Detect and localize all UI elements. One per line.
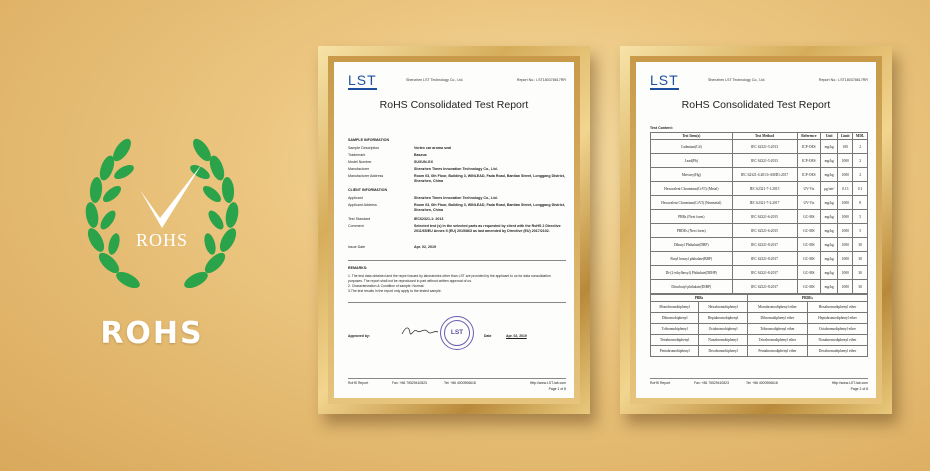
table-cell: mg/kg	[821, 224, 838, 238]
stamp-text: LST	[450, 329, 464, 336]
report-page-2	[636, 62, 876, 398]
footer-fax: Fax: +86 75529410823	[392, 381, 427, 385]
remark-item: 1. The test data obtained and the report issued by laboratories other than LST are provided by the applicant to us for data consolidation purposes. The report shall not be reproduced in part without written approval of us.	[348, 274, 551, 283]
table-cell: mg/kg	[821, 252, 838, 266]
test-results-table	[650, 132, 868, 294]
table-row	[651, 140, 868, 154]
table-cell: 0.13	[838, 182, 853, 196]
field-value: Apr. 02, 2019	[414, 245, 436, 249]
table-cell: mg/kg	[821, 196, 838, 210]
table-cell: Pentabromobiphenyl	[651, 346, 699, 357]
footer-tel: Tel: +86 4000906618	[444, 381, 476, 385]
table-row	[651, 324, 868, 335]
lst-logo: LST	[348, 72, 377, 88]
divider	[348, 260, 566, 261]
table-cell: 5	[853, 224, 868, 238]
table-cell: Decabromobiphenyl	[699, 346, 747, 357]
table-cell: Heptabromobiphenyl	[699, 313, 747, 324]
report-number: Report No.: LST180378617RR	[516, 78, 566, 82]
page-number: Page 1 of 8	[548, 387, 566, 391]
table-row	[651, 238, 868, 252]
field-value: Selected test (s) in the selected parts as requested by client with the RoHS 2 Directive 2011/65/EU Annex II (EU) 2015/863 as last amended by Directive (EU) 2017/2102.	[414, 224, 561, 233]
table-header-cell: PBDEs	[747, 295, 867, 302]
table-header-cell: Test Method	[732, 133, 797, 140]
table-row	[651, 154, 868, 168]
table-row	[651, 182, 868, 196]
table-cell: GC-MS	[797, 280, 821, 294]
table-cell: mg/kg	[821, 140, 838, 154]
table-cell: mg/kg	[821, 210, 838, 224]
table-cell: 30	[853, 266, 868, 280]
footer-website: Http://www.LST-lab.com	[831, 381, 868, 385]
table-cell: 1000	[838, 252, 853, 266]
table-cell: 0.1	[853, 182, 868, 196]
rohs-caption: ROHS	[100, 316, 204, 351]
sample-info-heading: SAMPLE INFORMATION	[348, 138, 390, 142]
table-cell: IEC 62321-6:2015	[732, 210, 797, 224]
field-label: Sample Description	[348, 146, 380, 150]
table-cell: IEC 62321-5:2013	[732, 154, 797, 168]
table-cell: mg/kg	[821, 154, 838, 168]
table-cell: GC-MS	[797, 224, 821, 238]
table-cell: UV-Vis	[797, 196, 821, 210]
table-cell: ICP-OES	[797, 168, 821, 182]
table-cell: Cadmium(Cd)	[651, 140, 733, 154]
table-cell: mg/kg	[821, 168, 838, 182]
footer-fax: Fax: +86 75529410823	[694, 381, 729, 385]
table-cell: UV-Vis	[797, 182, 821, 196]
company-header: Shenzhen LST Technology Co., Ltd.	[406, 78, 464, 82]
table-cell: 30	[853, 252, 868, 266]
field-label: Trademark	[348, 153, 366, 157]
table-cell: Nonabromodiphenyl ether	[807, 335, 867, 346]
field-label: Applicant Address	[348, 203, 377, 207]
table-cell: Tribromobiphenyl	[651, 324, 699, 335]
report-header	[650, 72, 868, 92]
remarks-heading: REMARKS:	[348, 266, 368, 270]
table-header-cell: MDL	[853, 133, 868, 140]
table-cell: IEC 62321-4:2013+AMD1:2017	[732, 168, 797, 182]
table-cell: IEC 62321-7-1:2015	[732, 182, 797, 196]
table-cell: Nonabromobiphenyl	[699, 335, 747, 346]
report-header	[348, 72, 566, 92]
remark-item: 3.The test results in the report only apply to the tested sample.	[348, 288, 442, 293]
table-cell: 1000	[838, 154, 853, 168]
field-label: Model Number	[348, 160, 372, 164]
logo-inner-text: ROHS	[135, 230, 188, 250]
table-row	[651, 210, 868, 224]
table-cell: IEC 62321-5:2013	[732, 140, 797, 154]
table-cell: μg/cm²	[821, 182, 838, 196]
remark-item: 2. Characterization & Condition of sample: Normal.	[348, 283, 425, 288]
company-header: Shenzhen LST Technology Co., Ltd.	[708, 78, 766, 82]
field-label: Test Standard	[348, 217, 371, 221]
field-value: Baseus	[414, 153, 427, 157]
field-label: Comment	[348, 224, 364, 228]
pbb-pbde-table	[650, 294, 868, 357]
table-cell: 30	[853, 280, 868, 294]
remarks-list	[348, 274, 566, 294]
footer-report-label: RoHS Report	[650, 381, 671, 385]
table-cell: mg/kg	[821, 280, 838, 294]
field-label: Issue Date	[348, 245, 366, 249]
table-row	[651, 252, 868, 266]
checkmark-icon	[140, 164, 202, 228]
table-cell: 5	[853, 210, 868, 224]
table-cell: mg/kg	[821, 266, 838, 280]
table-cell: Di-(2-ethylhexyl) Phthalate(DEHP)	[651, 266, 733, 280]
date-value: Apr. 02, 2019	[506, 334, 527, 338]
table-row	[651, 346, 868, 357]
table-row	[651, 266, 868, 280]
table-row	[651, 224, 868, 238]
table-cell: Tetrabromodiphenyl ether	[747, 335, 807, 346]
field-value: Shenzhen Times Innovation Technology Co., Ltd.	[414, 167, 498, 171]
field-value: SUXUN-GX	[414, 160, 433, 164]
field-value: Vortex car aroma seal	[414, 146, 452, 150]
table-cell: IEC 62321-8:2017	[732, 252, 797, 266]
divider	[348, 302, 566, 303]
report-title: RoHS Consolidated Test Report	[681, 99, 831, 111]
lst-logo: LST	[650, 72, 679, 88]
company-stamp-icon	[440, 316, 474, 350]
field-value: IEC62321-1: 2013	[414, 217, 444, 221]
table-cell: 30	[853, 238, 868, 252]
test-content-label: Test Content:	[650, 126, 673, 130]
field-label: Manufacturer	[348, 167, 370, 171]
table-cell: Tribromodiphenyl ether	[747, 324, 807, 335]
table-cell: Hexavalent Chromium(CrVI) (Nonmetal)	[651, 196, 733, 210]
table-cell: PBDEs (Next form)	[651, 224, 733, 238]
table-row	[651, 302, 868, 313]
field-value: Room 03, 6th Floor, Building 3, WINLEAD, Fada Road, Bantian Street, Longgang District, Shenzhen, China	[414, 203, 565, 212]
table-cell: GC-MS	[797, 252, 821, 266]
table-cell: 1000	[838, 224, 853, 238]
table-cell: Lead(Pb)	[651, 154, 733, 168]
table-header-cell: Reference	[797, 133, 821, 140]
footer-tel: Tel: +86 4000906618	[746, 381, 778, 385]
table-cell: IEC 62321-8:2017	[732, 280, 797, 294]
table-cell: Decabromodiphenyl ether	[807, 346, 867, 357]
laurel-wreath-icon	[62, 120, 262, 320]
field-label: Applicant	[348, 196, 363, 200]
page-number: Page 2 of 8	[850, 387, 868, 391]
table-cell: 2	[853, 140, 868, 154]
table-header-cell: Unit	[821, 133, 838, 140]
table-cell: 8	[853, 196, 868, 210]
table-cell: Octabromodiphenyl ether	[807, 324, 867, 335]
field-value: Shenzhen Times Innovation Technology Co., Ltd.	[414, 196, 498, 200]
signature-icon	[400, 324, 440, 338]
report-number: Report No.: LST180378617RR	[818, 78, 868, 82]
table-cell: 100	[838, 140, 853, 154]
table-cell: 1000	[838, 280, 853, 294]
table-row	[651, 168, 868, 182]
table-cell: 1000	[838, 196, 853, 210]
divider	[348, 378, 566, 379]
table-cell: 1000	[838, 210, 853, 224]
table-cell: Butyl benzyl phthalate(BBP)	[651, 252, 733, 266]
table-cell: Dibutyl Phthalate(DBP)	[651, 238, 733, 252]
table-cell: Heptabromodiphenyl ether	[807, 313, 867, 324]
table-cell: Hexavalent Chromium(CrVI) (Metal)	[651, 182, 733, 196]
report-page-1	[334, 62, 574, 398]
date-label: Date	[484, 334, 492, 338]
field-value: Room 03, 6th Floor, Building 3, WINLEAD, Fada Road, Bantian Street, Longgang District, Shenzhen, China	[414, 174, 565, 183]
table-cell: 2	[853, 168, 868, 182]
footer-website: Http://www.LST-lab.com	[529, 381, 566, 385]
table-cell: IEC 62321-7-2:2017	[732, 196, 797, 210]
table-cell: Dibromobiphenyl	[651, 313, 699, 324]
table-cell: IEC 62321-8:2017	[732, 266, 797, 280]
table-cell: IEC 62321-8:2017	[732, 238, 797, 252]
table-cell: GC-MS	[797, 266, 821, 280]
table-cell: PBBs (Next form)	[651, 210, 733, 224]
table-header-cell: Test Item(s)	[651, 133, 733, 140]
table-cell: Dibromodiphenyl ether	[747, 313, 807, 324]
divider	[650, 378, 868, 379]
table-cell: Mercury(Hg)	[651, 168, 733, 182]
certificate-frame-1	[318, 46, 590, 414]
table-cell: Monobromobiphenyl	[651, 302, 699, 313]
table-cell: Octabromobiphenyl	[699, 324, 747, 335]
table-cell: 2	[853, 154, 868, 168]
table-cell: 1000	[838, 168, 853, 182]
approved-by-label: Approved by:	[348, 334, 370, 338]
table-header-cell: Limit	[838, 133, 853, 140]
table-header-cell: PBBs	[651, 295, 748, 302]
certificate-frame-2	[620, 46, 892, 414]
footer-report-label: RoHS Report	[348, 381, 369, 385]
table-cell: ICP-OES	[797, 140, 821, 154]
table-row	[651, 196, 868, 210]
table-cell: Tetrabromobiphenyl	[651, 335, 699, 346]
table-cell: 1000	[838, 266, 853, 280]
table-cell: ICP-OES	[797, 154, 821, 168]
table-cell: GC-MS	[797, 238, 821, 252]
report-title: RoHS Consolidated Test Report	[379, 99, 529, 111]
table-cell: IEC 62321-6:2015	[732, 224, 797, 238]
table-cell: mg/kg	[821, 238, 838, 252]
table-row	[651, 335, 868, 346]
table-row	[651, 313, 868, 324]
table-row	[651, 280, 868, 294]
table-cell: 1000	[838, 238, 853, 252]
table-cell: Pentabromodiphenyl ether	[747, 346, 807, 357]
table-cell: Diisobutyl phthalate(DIBP)	[651, 280, 733, 294]
table-cell: GC-MS	[797, 210, 821, 224]
table-cell: Monobromodiphenyl ether	[747, 302, 807, 313]
client-info-heading: CLIENT INFORMATION	[348, 188, 388, 192]
field-label: Manufacturer Address	[348, 174, 384, 178]
table-cell: Hexabromodiphenyl ether	[807, 302, 867, 313]
table-cell: Hexabromobiphenyl	[699, 302, 747, 313]
